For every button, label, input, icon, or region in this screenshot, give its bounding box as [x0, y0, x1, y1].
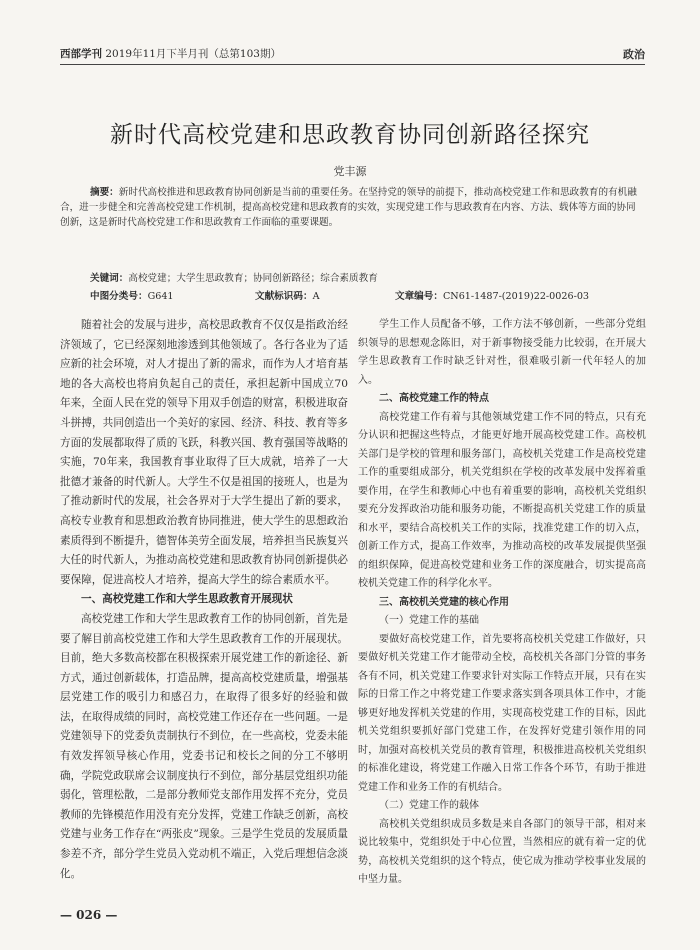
paragraph: 随着社会的发展与进步，高校思政教育不仅仅是指政治经济领域了，它已经深刻地渗透到其他领域了。各行各业为了适应新的社会环境，对人才提出了新的需求，而作为人才培育基地的各大高校也将肩负起自己的责任，承担起新中国成立70年来，全面人民在党的领导下用双手创造的财富，积极进取奋斗拼搏，共同创造出一个美好的家园、经济、科技、教育等多方面的发展都取得了质的飞跃，科教兴国、教育强国等战略的实施，70年来，我国教育事业取得了巨大成就，培养了一大批德才兼备的时代新人。大学生不仅是祖国的接班人，也是为了推动新时代的发展，社会各界对于大学生提出了新的要求，高校专业教育和思想政治教育协同推进，使大学生的思想政治素质得到不断提升，德智体美劳全面发展，培养担当民族复兴大任的时代新人，为推动高校党建和思政教育协同创新提供必要保障，促进高校人才培养，提高大学生的综合素质水平。	[60, 319, 348, 586]
abstract	[60, 185, 642, 231]
section-heading: 一、高校党建工作和大学生思政教育开展现状	[81, 593, 293, 606]
running-header	[60, 44, 645, 65]
doc-code-label: 文献标识码：	[255, 291, 313, 302]
keywords	[90, 270, 640, 284]
keywords-text: 高校党建；大学生思政教育；协同创新路径；综合素质教育	[128, 273, 378, 284]
article-title: 新时代高校党建和思政教育协同创新路径探究	[110, 122, 590, 148]
page-number: — 026 —	[60, 908, 118, 922]
subsection-heading: （二）党建工作的载体	[379, 800, 479, 811]
abstract-text: 新时代高校推进和思政教育协同创新是当前的重要任务。在坚持党的领导的前提下，推动高校党建工作和思政教育的有机融合，进一步健全和完善高校党建工作机制，提高高校党建和思政教育的实效，实现党建工作与思政教育在内容、方法、载体等方面的协同创新，这是新时代高校党建工作和思政教育工作面临的重要课题。	[60, 187, 637, 229]
journal-name: 西部学刊	[60, 48, 102, 60]
keywords-label: 关键词：	[90, 273, 129, 284]
section-heading: 二、高校党建工作的特点	[379, 393, 489, 404]
subsection-heading: （一）党建工作的基础	[379, 615, 479, 626]
issue-info: 2019年11月下半月刊（总第103期）	[105, 48, 281, 60]
left-column	[60, 316, 348, 884]
abstract-label: 摘要：	[90, 187, 119, 198]
right-column	[358, 316, 646, 890]
article-number-value: CN61-1487-(2019)22-0026-03	[442, 291, 590, 302]
clc-value: G641	[147, 291, 174, 302]
paragraph: 高校机关党组织成员多数是来自各部门的领导干部，相对来说比较集中，党组织处于中心位置，当然相应的就有着一定的优势，高校机关党组织的这个特点，使它成为推动学校事业发展的中坚力量。	[358, 818, 646, 885]
classification-line	[90, 288, 645, 302]
clc-label: 中图分类号：	[90, 291, 148, 302]
author-name: 党丰源	[333, 165, 367, 178]
paragraph: 高校党建工作和大学生思政教育工作的协同创新，首先是要了解目前高校党建工作和大学生思政教育工作的开展现状。目前，绝大多数高校都在积极探索开展党建工作的新途径、新方式，通过创新载体，打造品牌，提高高校党建质量，增强基层党建工作的吸引力和感召力，在取得了很多好的经验和做法，在取得成绩的同时，高校党建工作还存在一些问题。一是党建领导下的党委负责制执行不到位，在一些高校，党委未能有效发挥领导核心作用，党委书记和校长之间的分工不够明确，学院党政联席会议制度执行不到位，部分基层党组织功能弱化，管理松散，二是部分教师党支部作用发挥不充分，党员教师的先锋模范作用没有充分发挥，党建工作缺乏创新，高校党建与业务工作存在“两张皮”现象。三是学生党员的发展质量参差不齐，部分学生党员入党动机不端正，入党后理想信念淡化。	[60, 612, 348, 880]
doc-code-value: A	[312, 291, 320, 302]
paragraph: 学生工作人员配备不够，工作方法不够创新，一些部分党组织领导的思想观念陈旧，对于新事物接受能力比较弱，在开展大学生思政教育工作时缺乏针对性，很难吸引新一代年轻人的加入。	[358, 319, 646, 386]
section-heading: 三、高校机关党建的核心作用	[379, 596, 509, 608]
paragraph: 要做好高校党建工作，首先要将高校机关党建工作做好，只要做好机关党建工作才能带动全校，高校机关各部门分管的事务各有不同，机关党建工作要求针对实际工作特点开展，只有在实际的日常工作之中将党建工作要求落实到各项具体工作中，才能够更好地发挥机关党建的作用，实现高校党建工作的目标，因此机关党组织要抓好部门党建工作，在发挥好党建引领作用的同时，加强对高校机关党员的教育管理，积极推进高校机关党组织的标准化建设，将党建工作融入日常工作各个环节，有助于推进党建工作和业务工作的有机结合。	[358, 633, 646, 793]
journal-info	[60, 46, 281, 61]
article-number-label: 文章编号：	[395, 291, 443, 302]
paragraph: 高校党建工作有着与其他领域党建工作不同的特点，只有充分认识和把握这些特点，才能更好地开展高校党建工作。高校机关部门是学校的管理和服务部门，高校机关党建工作是高校党建工作的重要组成部分，机关党组织在学校的改革发展中发挥着重要作用，在学生和教师心中也有着重要的影响，高校机关党组织要充分发挥政治功能和服务功能，不断提高机关党建工作的质量和水平，要结合高校机关工作的实际，找准党建工作的切入点，创新工作方式，提高工作效率，为推动高校的改革发展提供坚强的组织保障，促进高校党建和业务工作的深度融合，切实提高高校机关党建工作的科学化水平。	[358, 411, 646, 589]
section-label: 政治	[623, 48, 645, 61]
